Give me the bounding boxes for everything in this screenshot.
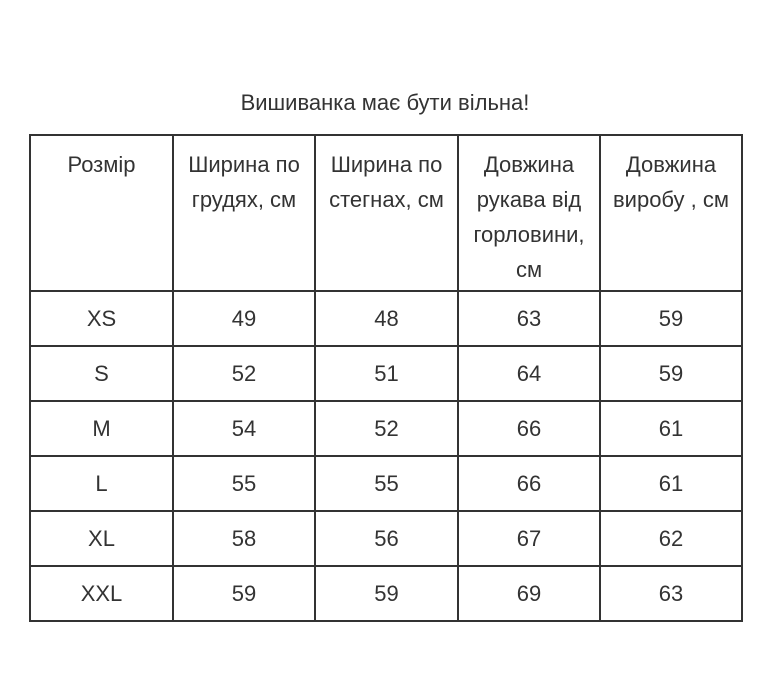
cell-chest-width: 52 <box>173 346 315 401</box>
header-chest-width: Ширина по грудях, см <box>173 135 315 291</box>
cell-chest-width: 55 <box>173 456 315 511</box>
page-title: Вишиванка має бути вільна! <box>240 90 530 115</box>
size-table <box>29 134 743 622</box>
table-row <box>30 566 742 621</box>
cell-hip-width: 51 <box>315 346 458 401</box>
cell-hip-width: 56 <box>315 511 458 566</box>
cell-sleeve-length: 63 <box>458 291 600 346</box>
cell-size: XXL <box>30 566 173 621</box>
cell-sleeve-length: 64 <box>458 346 600 401</box>
cell-chest-width: 54 <box>173 401 315 456</box>
cell-size: M <box>30 401 173 456</box>
header-size: Розмір <box>30 135 173 291</box>
cell-size: XS <box>30 291 173 346</box>
cell-size: L <box>30 456 173 511</box>
cell-garment-length: 63 <box>600 566 742 621</box>
cell-garment-length: 59 <box>600 346 742 401</box>
cell-garment-length: 62 <box>600 511 742 566</box>
table-row <box>30 291 742 346</box>
header-hip-width: Ширина по стегнах, см <box>315 135 458 291</box>
cell-chest-width: 59 <box>173 566 315 621</box>
table-row <box>30 346 742 401</box>
cell-size: XL <box>30 511 173 566</box>
cell-size: S <box>30 346 173 401</box>
cell-sleeve-length: 67 <box>458 511 600 566</box>
cell-hip-width: 52 <box>315 401 458 456</box>
cell-hip-width: 55 <box>315 456 458 511</box>
cell-chest-width: 58 <box>173 511 315 566</box>
cell-sleeve-length: 66 <box>458 456 600 511</box>
cell-hip-width: 48 <box>315 291 458 346</box>
cell-garment-length: 61 <box>600 456 742 511</box>
table-row <box>30 456 742 511</box>
header-row <box>30 135 742 291</box>
cell-sleeve-length: 66 <box>458 401 600 456</box>
header-garment-length: Довжина виробу , см <box>600 135 742 291</box>
table-row <box>30 401 742 456</box>
cell-garment-length: 59 <box>600 291 742 346</box>
table-row <box>30 511 742 566</box>
cell-chest-width: 49 <box>173 291 315 346</box>
cell-sleeve-length: 69 <box>458 566 600 621</box>
cell-hip-width: 59 <box>315 566 458 621</box>
cell-garment-length: 61 <box>600 401 742 456</box>
header-sleeve-length: Довжина рукава від горловини, см <box>458 135 600 291</box>
